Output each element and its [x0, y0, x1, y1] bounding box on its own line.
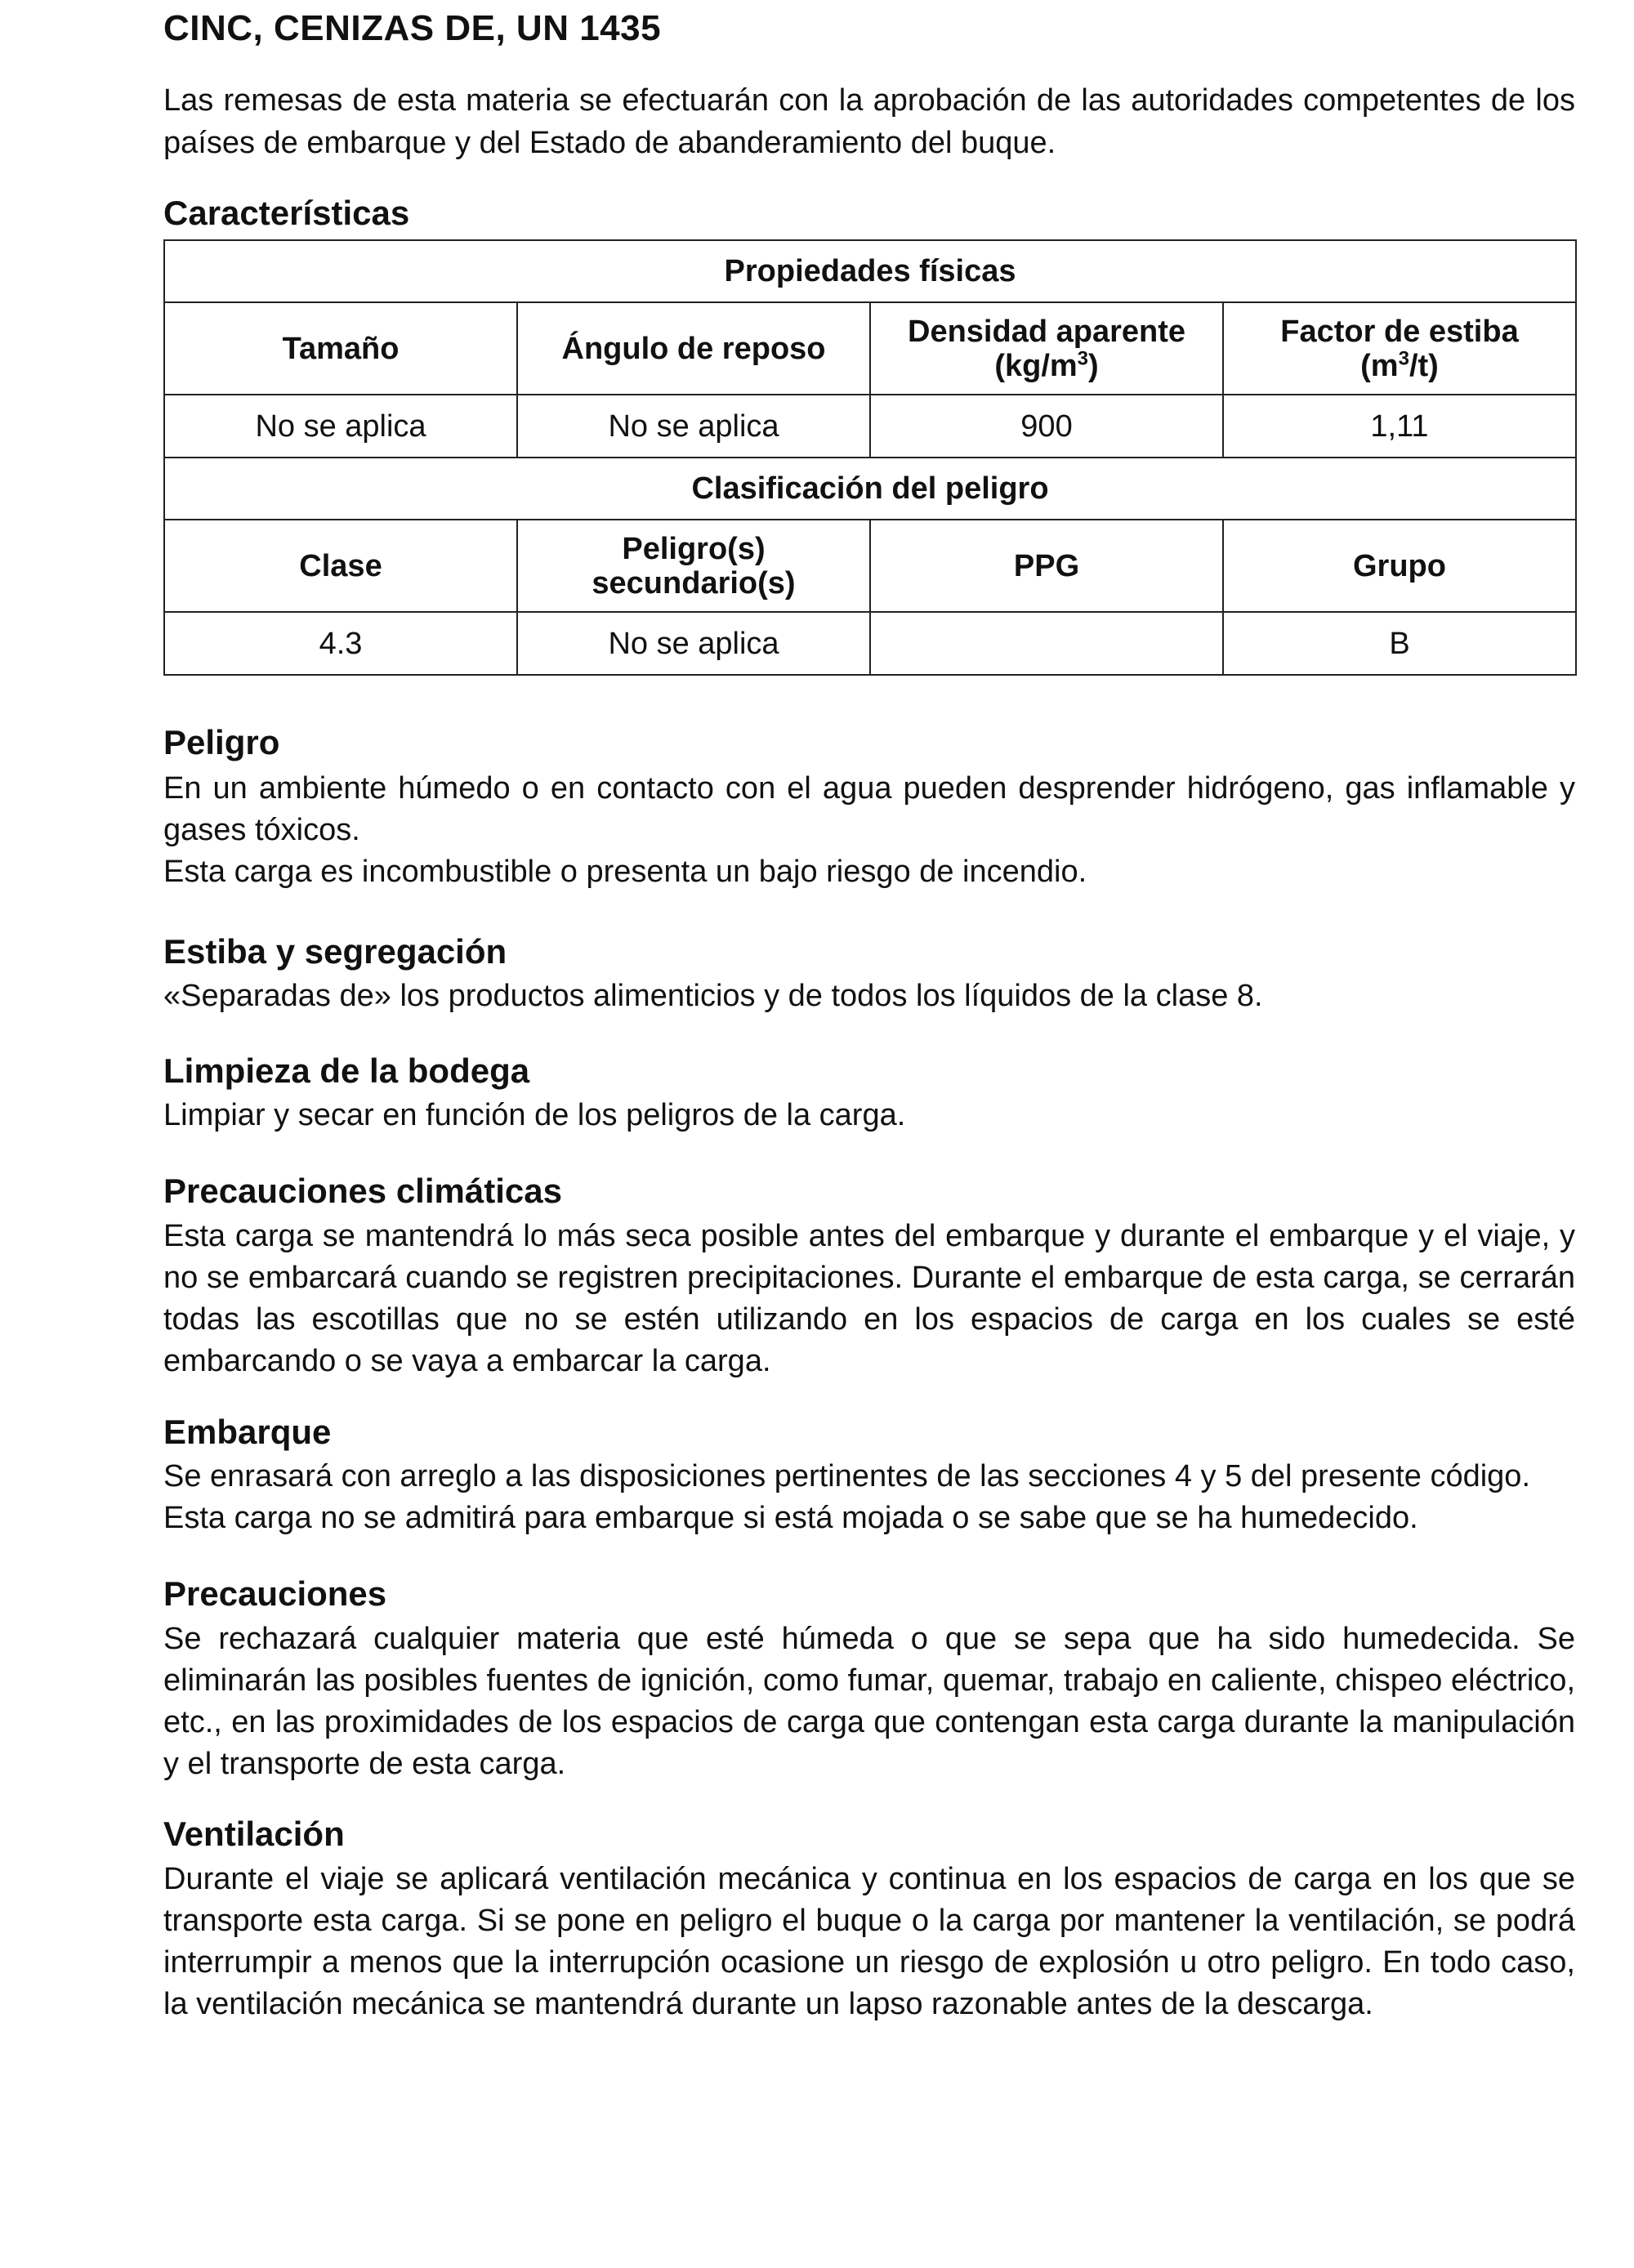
size-value: No se aplica [164, 395, 517, 458]
bulk-density-unit-post: ) [1088, 348, 1099, 383]
precautions-paragraph: Se rechazará cualquier materia que esté húmeda o que se sepa que ha sido humedecida. Se eliminarán las posibles fuentes de ignición, como fumar, quemar, trabajo en caliente, chispeo eléctrico, etc., en las proximidades de los espacios de carga que contengan esta carga durante la manipulación y el transporte de esta carga. [163, 1622, 1575, 1781]
stowage-factor-value: 1,11 [1223, 395, 1576, 458]
hazard-paragraph-1: En un ambiente húmedo o en contacto con el agua pueden desprender hidrógeno, gas inflamable y gases tóxicos. [163, 771, 1575, 847]
class-value: 4.3 [164, 612, 517, 675]
bulk-density-value: 900 [870, 395, 1223, 458]
ventilation-paragraph: Durante el viaje se aplicará ventilación mecánica y continua en los espacios de carga en los que se transporte esta carga. Si se pone en peligro el buque o la carga por mantener la ventilación, se podrá interrumpir a menos que la interrupción ocasione un riesgo de explosión u otro peligro. En todo caso, la ventilación mecánica se mantendrá durante un lapso razonable antes de la descarga. [163, 1862, 1575, 2021]
hazard-classification-heading: Clasificación del peligro [164, 458, 1576, 520]
loading-body [163, 1456, 1575, 1539]
characteristics-heading: Características [163, 194, 410, 232]
secondary-hazard-header-line1: Peligro(s) [622, 531, 766, 566]
group-header: Grupo [1223, 520, 1576, 612]
hazard-values-row [164, 612, 1576, 675]
stowage-factor-header [1223, 302, 1576, 395]
intro-paragraph: Las remesas de esta materia se efectuarán con la aprobación de las autoridades competentes de los países de embarque y del Estado de abanderamiento del buque. [163, 83, 1575, 160]
angle-of-repose-header: Ángulo de reposo [517, 302, 870, 395]
loading-paragraph-1: Se enrasará con arreglo a las disposiciones pertinentes de las secciones 4 y 5 del presente código. [163, 1459, 1531, 1493]
mhb-header: PPG [870, 520, 1223, 612]
bulk-density-unit-sup: 3 [1077, 346, 1089, 369]
hold-cleanliness-paragraph: Limpiar y secar en función de los peligros de la carga. [163, 1098, 906, 1132]
hazard-paragraph-2: Esta carga es incombustible o presenta un bajo riesgo de incendio. [163, 855, 1087, 889]
bulk-density-header [870, 302, 1223, 395]
secondary-hazard-value: No se aplica [517, 612, 870, 675]
stowage-factor-header-line2 [1232, 346, 1567, 383]
stowage-segregation-body [163, 976, 1575, 1017]
hazard-header-row [164, 520, 1576, 612]
stowage-factor-unit-sup: 3 [1398, 346, 1409, 369]
physical-properties-heading: Propiedades físicas [164, 240, 1576, 302]
weather-precautions-body [163, 1216, 1575, 1382]
stowage-factor-header-line1: Factor de estiba [1280, 314, 1519, 349]
class-header: Clase [164, 520, 517, 612]
loading-paragraph-2: Esta carga no se admitirá para embarque si está mojada o se sabe que se ha humedecido. [163, 1501, 1418, 1535]
mhb-value [870, 612, 1223, 675]
weather-precautions-paragraph: Esta carga se mantendrá lo más seca posible antes del embarque y durante el embarque y el viaje, y no se embarcará cuando se registren precipitaciones. Durante el embarque de esta carga, se cerrarán todas las escotillas que no se estén utilizando en los espacios de carga en los cuales se esté embarcando o se vaya a embarcar la carga. [163, 1219, 1575, 1378]
hazard-classification-row [164, 458, 1576, 520]
physical-values-row [164, 395, 1576, 458]
physical-header-row [164, 302, 1576, 395]
group-value: B [1223, 612, 1576, 675]
stowage-factor-unit-pre: (m [1360, 348, 1399, 383]
ventilation-body [163, 1859, 1575, 2025]
stowage-factor-unit-post: /t) [1409, 348, 1439, 383]
precautions-body [163, 1618, 1575, 1785]
angle-of-repose-value: No se aplica [517, 395, 870, 458]
hazard-heading: Peligro [163, 723, 280, 761]
ventilation-heading: Ventilación [163, 1815, 345, 1853]
characteristics-table [163, 239, 1577, 676]
bulk-density-header-line1: Densidad aparente [908, 314, 1185, 349]
physical-properties-row [164, 240, 1576, 302]
stowage-segregation-paragraph: «Separadas de» los productos alimenticios y de todos los líquidos de la clase 8. [163, 979, 1263, 1013]
secondary-hazard-header [517, 520, 870, 612]
hazard-body [163, 768, 1575, 893]
secondary-hazard-header-line2: secundario(s) [592, 565, 796, 600]
stowage-segregation-heading: Estiba y segregación [163, 932, 507, 971]
precautions-heading: Precauciones [163, 1574, 387, 1613]
document-title: CINC, CENIZAS DE, UN 1435 [163, 8, 662, 48]
bulk-density-unit-pre: (kg/m [994, 348, 1078, 383]
size-header: Tamaño [164, 302, 517, 395]
hold-cleanliness-heading: Limpieza de la bodega [163, 1051, 530, 1090]
loading-heading: Embarque [163, 1413, 332, 1451]
hold-cleanliness-body [163, 1095, 1575, 1136]
weather-precautions-heading: Precauciones climáticas [163, 1172, 562, 1210]
bulk-density-header-line2 [879, 346, 1214, 383]
